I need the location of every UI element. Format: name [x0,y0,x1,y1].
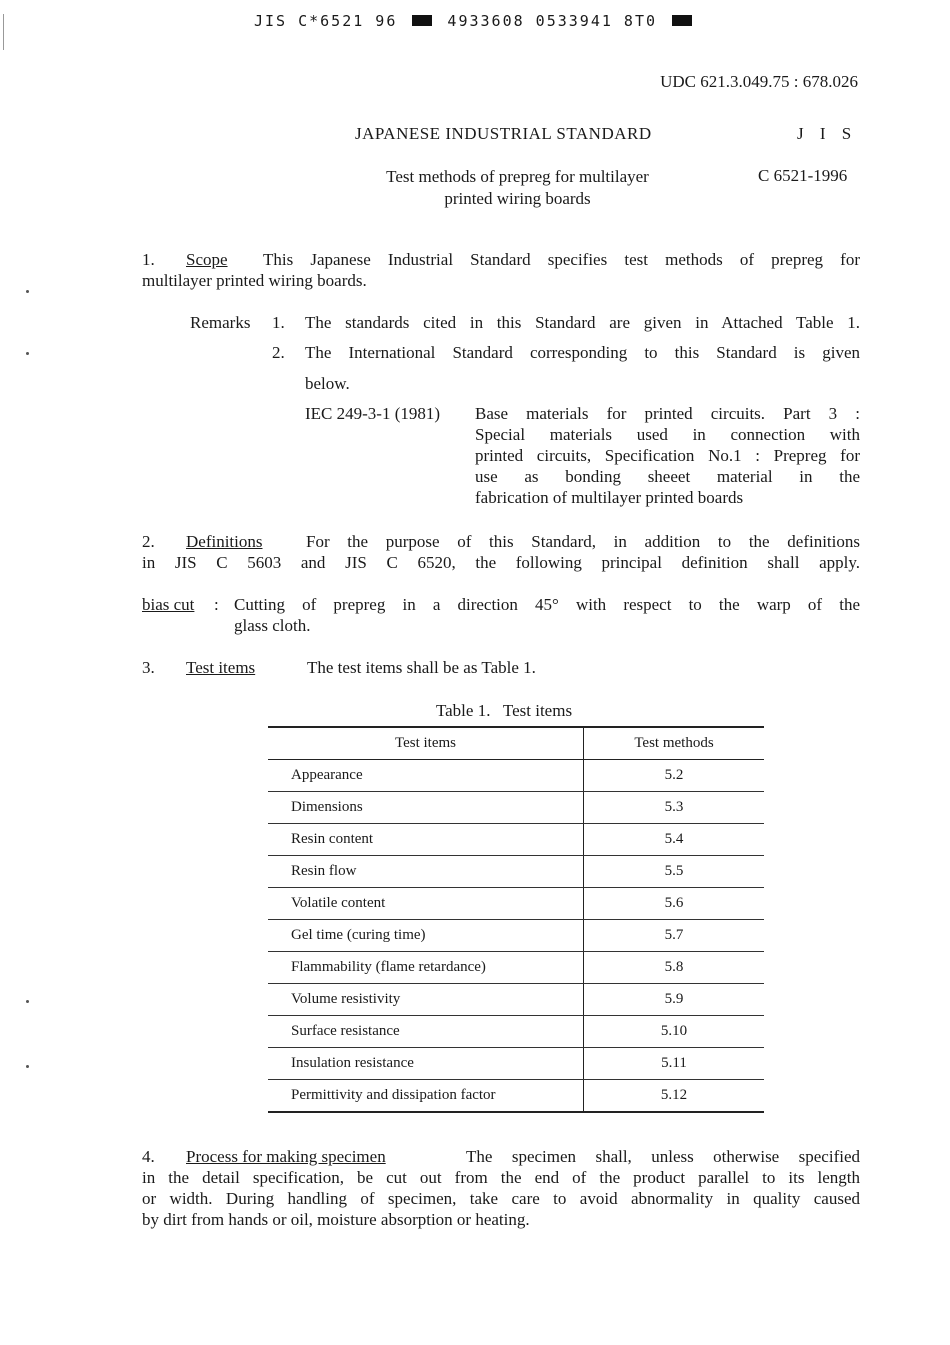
section-heading: Test items [186,658,256,677]
column-header-test-items: Test items [268,727,584,760]
remark-2-line2: below. [305,374,350,393]
remark-1-number: 1. [272,313,285,332]
iec-line: use as bonding sheeet material in the [475,467,860,486]
table-row [268,984,764,1016]
specimen-line1: The specimen shall, unless otherwise specified [466,1147,860,1166]
test-items-table [268,726,764,1113]
scan-speck [26,352,29,355]
method-cell: 5.2 [584,760,765,792]
iec-line: Base materials for printed circuits. Part 3 : [475,404,860,423]
section-number: 1. [142,250,155,269]
table-row [268,792,764,824]
redaction-block [672,15,692,26]
iec-description [475,403,860,508]
scan-speck [26,1065,29,1068]
document-title-line1: Test methods of prepreg for multilayer [386,167,649,186]
iec-line: Special materials used in connection with [475,425,860,444]
iec-reference: IEC 249-3-1 (1981) [305,404,441,423]
method-cell: 5.10 [584,1016,765,1048]
item-cell: Surface resistance [268,1016,584,1048]
method-cell: 5.12 [584,1080,765,1113]
item-cell: Resin flow [268,856,584,888]
bias-cut-colon: : [214,595,219,614]
test-items-text: The test items shall be as Table 1. [307,658,536,677]
table-caption: Table 1. Test items [435,701,573,720]
section-heading: Definitions [186,532,263,551]
item-cell: Appearance [268,760,584,792]
definitions-line1: For the purpose of this Standard, in addition to the definitions [306,532,860,551]
scan-speck [26,1000,29,1003]
table-row [268,1048,764,1080]
item-cell: Volume resistivity [268,984,584,1016]
method-cell: 5.6 [584,888,765,920]
section-heading: Process for making specimen [186,1147,386,1166]
bias-cut-term: bias cut [142,595,195,614]
test-items-table-wrap [268,726,764,1113]
document-title-line2: printed wiring boards [444,189,591,208]
table-row [268,920,764,952]
specimen-line3: or width. During handling of specimen, take care to avoid abnormality in quality caused [142,1189,860,1208]
header-code-part1: JIS C*6521 96 [253,12,398,30]
method-cell: 5.11 [584,1048,765,1080]
method-cell: 5.4 [584,824,765,856]
item-cell: Gel time (curing time) [268,920,584,952]
item-cell: Insulation resistance [268,1048,584,1080]
section-number: 3. [142,658,155,677]
scan-speck [26,290,29,293]
method-cell: 5.8 [584,952,765,984]
iec-line: printed circuits, Specification No.1 : Prepreg for [475,446,860,465]
remark-2-number: 2. [272,343,285,362]
specimen-line4: by dirt from hands or oil, moisture absorption or heating. [142,1210,530,1229]
header-code-part2: 4933608 0533941 8T0 [447,12,658,30]
document-number: C 6521-1996 [758,166,848,185]
table-row [268,856,764,888]
method-cell: 5.5 [584,856,765,888]
table-row [268,824,764,856]
udc-number: UDC 621.3.049.75 : 678.026 [660,72,858,91]
scan-edge-mark [3,14,4,50]
scan-header-code [0,12,950,30]
section-definitions [142,531,860,573]
document-title [330,166,705,210]
item-cell: Dimensions [268,792,584,824]
method-cell: 5.7 [584,920,765,952]
remark-2-line1: The International Standard corresponding to this Standard is given [305,343,860,362]
item-cell: Flammability (flame retardance) [268,952,584,984]
redaction-block [412,15,432,26]
section-number: 4. [142,1147,155,1166]
method-cell: 5.3 [584,792,765,824]
jis-mark: J I S [797,124,858,143]
section-heading: Scope [186,250,228,269]
scope-line2: multilayer printed wiring boards. [142,271,367,290]
section-scope [142,249,860,291]
method-cell: 5.9 [584,984,765,1016]
remarks-label: Remarks [190,313,251,332]
section-number: 2. [142,532,155,551]
scope-line1: This Japanese Industrial Standard specifies test methods of prepreg for [263,250,860,269]
item-cell: Volatile content [268,888,584,920]
iec-line: fabrication of multilayer printed boards [475,488,744,507]
standard-title: JAPANESE INDUSTRIAL STANDARD [355,124,652,143]
item-cell: Permittivity and dissipation factor [268,1080,584,1113]
table-row [268,1080,764,1113]
bias-cut-line1: Cutting of prepreg in a direction 45° with respect to the warp of the [234,595,860,614]
item-cell: Resin content [268,824,584,856]
table-row [268,888,764,920]
definitions-line2: in JIS C 5603 and JIS C 6520, the following principal definition shall apply. [142,553,860,572]
section-specimen [142,1146,860,1230]
specimen-line2: in the detail specification, be cut out from the end of the product parallel to its length [142,1168,860,1187]
table-row [268,1016,764,1048]
bias-cut-line2: glass cloth. [234,616,311,635]
column-header-test-methods: Test methods [584,727,765,760]
remark-1-text: The standards cited in this Standard are given in Attached Table 1. [305,313,860,332]
table-row [268,760,764,792]
bias-cut-definition [234,594,860,636]
table-row [268,952,764,984]
